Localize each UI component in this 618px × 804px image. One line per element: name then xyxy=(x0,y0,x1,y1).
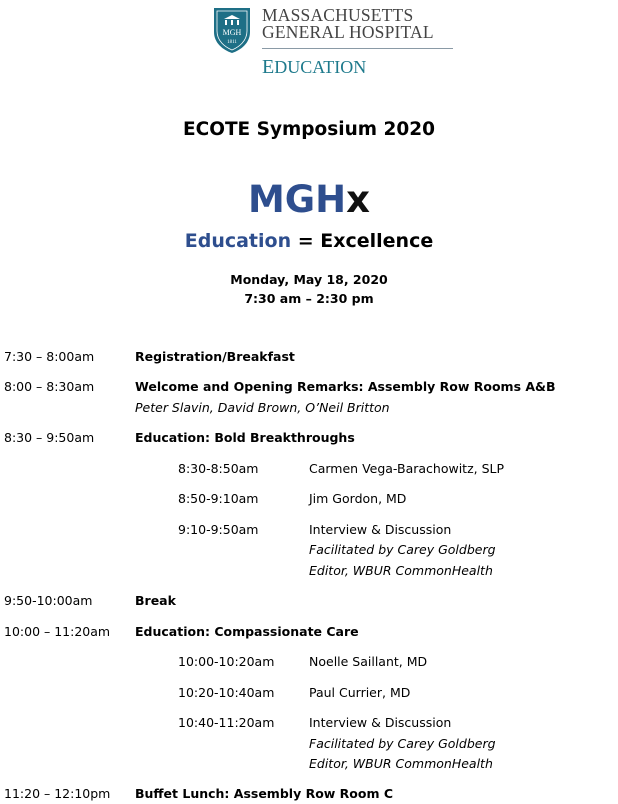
session1-facilitator: Facilitated by Carey Goldberg xyxy=(309,542,496,557)
session1-talk2-speaker: Jim Gordon, MD xyxy=(309,491,407,506)
session2-talk2-time: 10:20-10:40am xyxy=(178,685,275,700)
break-title: Break xyxy=(135,593,176,608)
session1-time: 8:30 – 9:50am xyxy=(4,430,95,445)
session2-talk3-title: Interview & Discussion xyxy=(309,715,452,730)
welcome-time: 8:00 – 8:30am xyxy=(4,379,95,394)
education-wordmark xyxy=(262,57,366,77)
event-title: ECOTE Symposium 2020 xyxy=(183,119,435,140)
tagline-excellence: Excellence xyxy=(320,230,434,252)
session2-talk1-speaker: Noelle Saillant, MD xyxy=(309,654,428,669)
session2-facilitator: Facilitated by Carey Goldberg xyxy=(309,736,496,751)
logo-divider xyxy=(262,48,453,49)
session2-talk1-time: 10:00-10:20am xyxy=(178,654,275,669)
session2-facilitator-role: Editor, WBUR CommonHealth xyxy=(309,756,493,771)
org-name-line1: MASSACHUSETTS xyxy=(262,5,414,25)
seal-year-text: 1811 xyxy=(227,40,237,45)
event-date: Monday, May 18, 2020 xyxy=(230,272,388,287)
mghx-brand xyxy=(0,177,618,223)
session1-talk1-speaker: Carmen Vega-Barachowitz, SLP xyxy=(309,461,505,476)
welcome-title: Welcome and Opening Remarks: Assembly Row Rooms A&B xyxy=(135,379,556,394)
brand-x: x xyxy=(346,178,371,221)
session1-facilitator-role: Editor, WBUR CommonHealth xyxy=(309,563,493,578)
tagline-equals: = xyxy=(291,230,321,252)
seal-mgh-text: MGH xyxy=(222,28,242,37)
registration-title: Registration/Breakfast xyxy=(135,349,295,364)
lunch-title: Buffet Lunch: Assembly Row Room C xyxy=(135,786,394,801)
session1-talk1-time: 8:30-8:50am xyxy=(178,461,259,476)
event-time: 7:30 am – 2:30 pm xyxy=(244,291,374,306)
education-initial: E xyxy=(262,56,275,78)
session2-title: Education: Compassionate Care xyxy=(135,624,359,639)
tagline xyxy=(0,230,618,252)
session1-talk3-title: Interview & Discussion xyxy=(309,522,452,537)
tagline-education: Education xyxy=(184,230,292,252)
break-time: 9:50-10:00am xyxy=(4,593,93,608)
session2-talk2-speaker: Paul Currier, MD xyxy=(309,685,411,700)
mgh-shield-logo xyxy=(212,6,252,54)
session1-talk3-time: 9:10-9:50am xyxy=(178,522,259,537)
lunch-time: 11:20 – 12:10pm xyxy=(4,786,111,801)
education-rest: DUCATION xyxy=(274,57,367,77)
session1-talk2-time: 8:50-9:10am xyxy=(178,491,259,506)
brand-mgh: MGH xyxy=(247,178,347,221)
session2-time: 10:00 – 11:20am xyxy=(4,624,111,639)
session1-title: Education: Bold Breakthroughs xyxy=(135,430,355,445)
welcome-speakers: Peter Slavin, David Brown, O’Neil Britton xyxy=(135,400,390,415)
registration-time: 7:30 – 8:00am xyxy=(4,349,95,364)
session2-talk3-time: 10:40-11:20am xyxy=(178,715,275,730)
org-name-line2: GENERAL HOSPITAL xyxy=(262,22,434,42)
